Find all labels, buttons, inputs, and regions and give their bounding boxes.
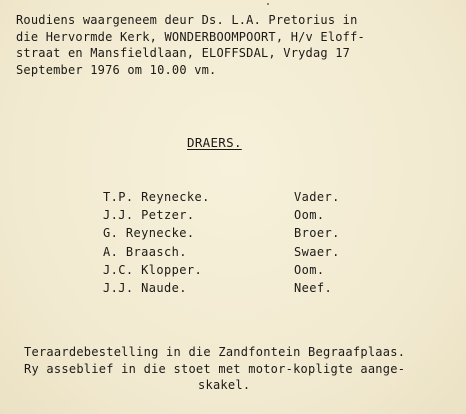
- service-details-line: September 1976 om 10.00 vm.: [16, 62, 217, 77]
- bearer-name: A. Braasch.: [103, 244, 187, 259]
- bearer-row: [103, 245, 363, 263]
- bearer-name: J.J. Naude.: [103, 280, 187, 295]
- service-details-line: Roudiens waargeneem deur Ds. L.A. Pretorius in: [16, 13, 358, 27]
- service-details-line: die Hervormde Kerk, WONDERBOOMPOORT, H/v Eloff-: [16, 29, 365, 44]
- bearer-relation: Neef.: [294, 280, 333, 295]
- service-details-line: straat en Mansfieldlaan, ELOFFSDAL, Vrydag 17: [16, 46, 351, 60]
- bearer-name: J.C. Klopper.: [103, 262, 203, 277]
- bearer-row: [103, 263, 363, 281]
- bearer-row: [103, 281, 363, 299]
- bearer-name: T.P. Reynecke.: [103, 190, 210, 204]
- bearers-list: [103, 190, 363, 299]
- bearer-row: [103, 190, 363, 208]
- bearer-name: G. Reynecke.: [103, 226, 195, 241]
- burial-instructions-line: Ry asseblief in die stoet met motor-kopligte aange-: [24, 361, 406, 376]
- bearer-row: [103, 208, 363, 226]
- bearers-heading: DRAERS.: [187, 135, 242, 150]
- burial-instructions-line: skakel.: [198, 378, 251, 392]
- bearer-relation: Oom.: [294, 262, 325, 277]
- burial-instructions-paragraph: [16, 344, 456, 394]
- service-details-paragraph: [16, 12, 456, 78]
- paper-speck: [267, 3, 269, 5]
- bearer-relation: Vader.: [294, 190, 340, 204]
- bearer-relation: Oom.: [294, 208, 325, 223]
- bearer-name: J.J. Petzer.: [103, 208, 195, 223]
- bearer-relation: Broer.: [294, 226, 340, 241]
- bearer-relation: Swaer.: [294, 244, 340, 259]
- bearer-row: [103, 226, 363, 244]
- burial-instructions-line: Teraardebestelling in die Zandfontein Begraafplaas.: [24, 345, 406, 359]
